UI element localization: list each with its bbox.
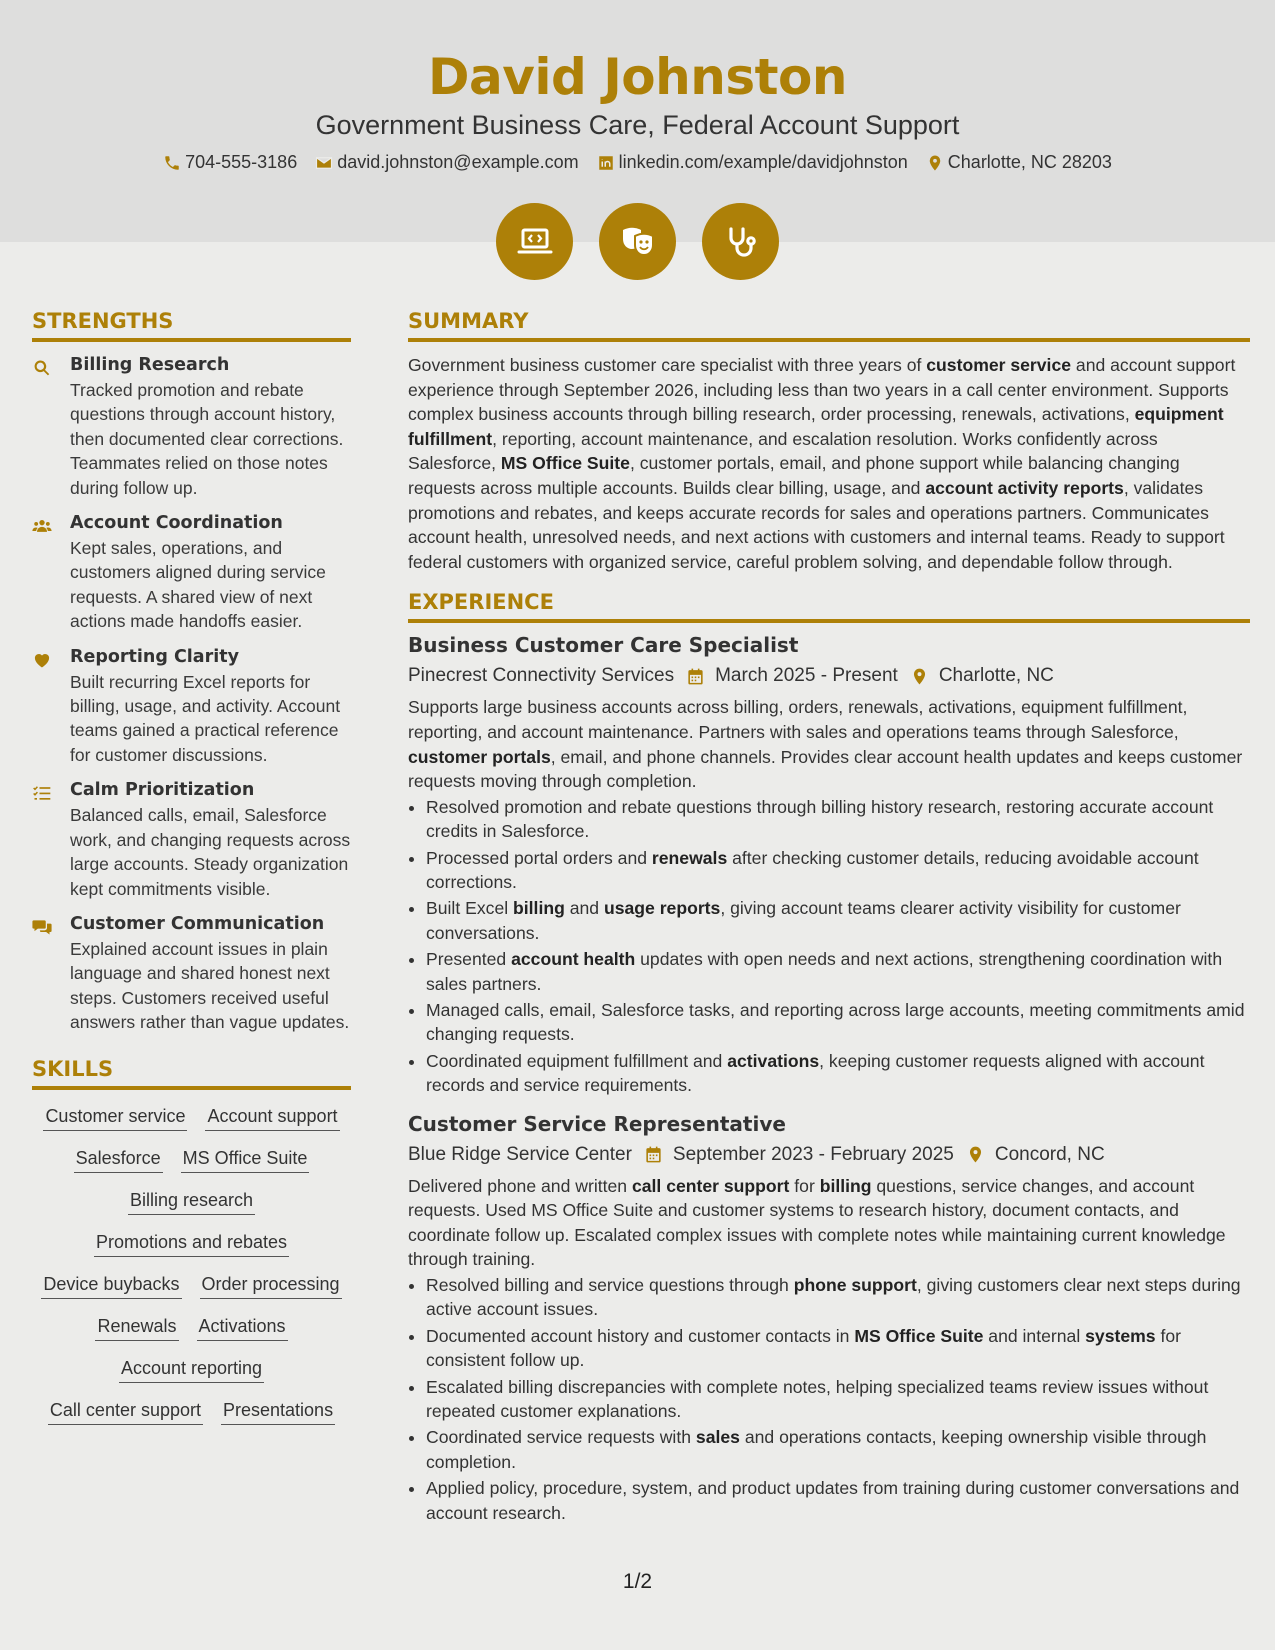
summary-heading: SUMMARY [408, 309, 1250, 342]
job-description: Supports large business accounts across billing, orders, renewals, activations, equipment fulfillment, reporting, and account maintenance. Partners with sales and operations teams through Salesforce, customer portals, email, and phone channels. Provides clear account health updates and keeps customer requests moving through completion. [408, 697, 1243, 792]
heart-icon [32, 650, 52, 670]
bullet-item: • Presented account health updates with open needs and next actions, strengthening coordination with sales partners. [426, 947, 1250, 996]
skill-tag: Activations [197, 1314, 288, 1341]
theater-masks-badge [599, 203, 676, 280]
strength-item [32, 513, 351, 634]
skill-tag: Call center support [48, 1398, 203, 1425]
map-pin-icon [910, 667, 929, 686]
skill-tag: Account reporting [119, 1356, 264, 1383]
skill-tag: Account support [205, 1104, 339, 1131]
location-contact [926, 152, 1112, 173]
search-icon [32, 358, 52, 378]
strength-desc: Kept sales, operations, and customers aligned during service requests. A shared view of next actions made handoffs easier. [70, 538, 326, 632]
right-column [408, 309, 1250, 1527]
company-name: Blue Ridge Service Center [408, 1143, 632, 1165]
email-text[interactable]: david.johnston@example.com [337, 152, 579, 172]
company-name: Pinecrest Connectivity Services [408, 665, 675, 687]
users-icon [32, 516, 52, 536]
laptop-code-icon [515, 222, 555, 262]
bullet-item: • Coordinated equipment fulfillment and activations, keeping customer requests aligned with account records and service requirements. [426, 1049, 1250, 1098]
skill-tag: Billing research [128, 1188, 255, 1215]
phone-contact [163, 152, 297, 173]
calendar-icon [686, 667, 705, 686]
strength-title: Calm Prioritization [70, 780, 255, 801]
strength-item [32, 355, 351, 500]
strength-title: Customer Communication [70, 913, 325, 934]
job-title: Business Customer Care Specialist [408, 633, 799, 658]
map-pin-icon [926, 154, 944, 172]
job-bullets [408, 1273, 1250, 1525]
bullet-item: • Escalated billing discrepancies with complete notes, helping specialized teams review issues without repeated customer explanations. [426, 1375, 1250, 1424]
linkedin-contact[interactable] [597, 152, 908, 173]
headline: Government Business Care, Federal Account Support [315, 110, 960, 140]
linkedin-icon [597, 154, 615, 172]
job-location: Concord, NC [994, 1143, 1105, 1165]
skills-heading: SKILLS [32, 1057, 351, 1090]
strength-title: Billing Research [70, 355, 230, 375]
skill-tag: Customer service [43, 1104, 187, 1131]
job-location: Charlotte, NC [938, 665, 1054, 687]
job-dates: March 2025 - Present [715, 665, 898, 687]
page-number: 1/2 [622, 1570, 653, 1593]
skill-tag: Order processing [200, 1272, 342, 1299]
job-bullets [408, 795, 1250, 1098]
job-entry [408, 633, 1250, 1097]
job-description: Delivered phone and written call center support for billing questions, service changes, and account requests. Used MS Office Suite and customer systems to research history, document contacts, and coordinate follow up. Escalated complex issues with complete notes while maintaining current knowledge through training. [408, 1175, 1226, 1270]
skill-tag: Promotions and rebates [94, 1230, 289, 1257]
strength-desc: Balanced calls, email, Salesforce work, and changing requests across large accounts. Steady organization kept commitments visible. [70, 805, 351, 899]
strength-title: Reporting Clarity [70, 646, 240, 667]
strength-item [32, 647, 351, 768]
skill-tag: Device buybacks [41, 1272, 181, 1299]
job-dates: September 2023 - February 2025 [672, 1143, 954, 1165]
skill-tag: Renewals [95, 1314, 178, 1341]
stethoscope-badge [702, 203, 779, 280]
comments-icon [32, 917, 52, 937]
summary-text: Government business customer care specialist with three years of customer service and account support experience through September 2026, including less than two years in a call center environment. Supports complex business accounts through billing research, order processing, renewals, activations, equipment fulfillment, reporting, account maintenance, and escalation resolution. Works confidently across Salesforce, MS Office Suite, customer portals, email, and phone support while balancing changing requests across multiple accounts. Builds clear billing, usage, and account activity reports, validates promotions and rebates, and keeps accurate records for sales and operations partners. Communicates account health, unresolved needs, and next actions with customers and internal teams. Ready to support federal customers with organized service, careful problem solving, and dependable follow through. [408, 355, 1236, 572]
skills-list [32, 1104, 351, 1425]
strength-title: Account Coordination [70, 513, 283, 534]
bullet-item: • Resolved promotion and rebate questions through billing history research, restoring accurate account credits in Salesforce. [426, 795, 1250, 844]
strength-desc: Built recurring Excel reports for billing, usage, and activity. Account teams gained a practical reference for customer discussions. [70, 671, 341, 765]
theater-masks-icon [618, 222, 658, 262]
strengths-heading: STRENGTHS [32, 309, 351, 342]
strength-desc: Tracked promotion and rebate questions through account history, then documented clear corrections. Teammates relied on those notes during follow up. [70, 380, 344, 498]
left-column [32, 309, 351, 1425]
candidate-name: David Johnston [428, 48, 847, 106]
email-contact[interactable] [315, 152, 578, 173]
map-pin-icon [966, 1145, 985, 1164]
contact-bar [0, 152, 1275, 173]
bullet-item: • Documented account history and customer contacts in MS Office Suite and internal systems for consistent follow up. [426, 1324, 1250, 1373]
skill-tag: Salesforce [74, 1146, 163, 1173]
linkedin-text[interactable]: linkedin.com/example/davidjohnston [618, 152, 908, 172]
bullet-item: • Applied policy, procedure, system, and product updates from training during customer conversations and account research. [426, 1476, 1250, 1525]
strength-desc: Explained account issues in plain language and shared honest next steps. Customers received useful answers rather than vague updates. [70, 938, 350, 1033]
job-meta [408, 1144, 1250, 1166]
stethoscope-icon [721, 222, 761, 262]
bullet-item: • Built Excel billing and usage reports, giving account teams clearer activity visibility for customer conversations. [426, 896, 1250, 945]
experience-heading: EXPERIENCE [408, 590, 1250, 623]
list-check-icon [32, 783, 52, 803]
phone-icon [163, 154, 181, 172]
strength-item [32, 914, 351, 1035]
phone-text: 704-555-3186 [185, 152, 298, 172]
skill-tag: MS Office Suite [181, 1146, 310, 1173]
bullet-item: • Managed calls, email, Salesforce tasks, and reporting across large accounts, meeting commitments amid changing requests. [426, 998, 1250, 1047]
skill-tag: Presentations [221, 1398, 335, 1425]
job-entry [408, 1112, 1250, 1525]
job-title: Customer Service Representative [408, 1111, 786, 1136]
envelope-icon [315, 154, 333, 172]
bullet-item: • Resolved billing and service questions through phone support, giving customers clear next steps during active account issues. [426, 1273, 1250, 1322]
job-meta [408, 665, 1250, 687]
bullet-item: • Processed portal orders and renewals after checking customer details, reducing avoidable account corrections. [426, 846, 1250, 895]
badge-row [0, 203, 1275, 280]
laptop-code-badge [496, 203, 573, 280]
location-text: Charlotte, NC 28203 [947, 152, 1112, 172]
calendar-icon [644, 1145, 663, 1164]
strength-item [32, 780, 351, 901]
bullet-item: • Coordinated service requests with sales and operations contacts, keeping ownership visible through completion. [426, 1425, 1250, 1474]
